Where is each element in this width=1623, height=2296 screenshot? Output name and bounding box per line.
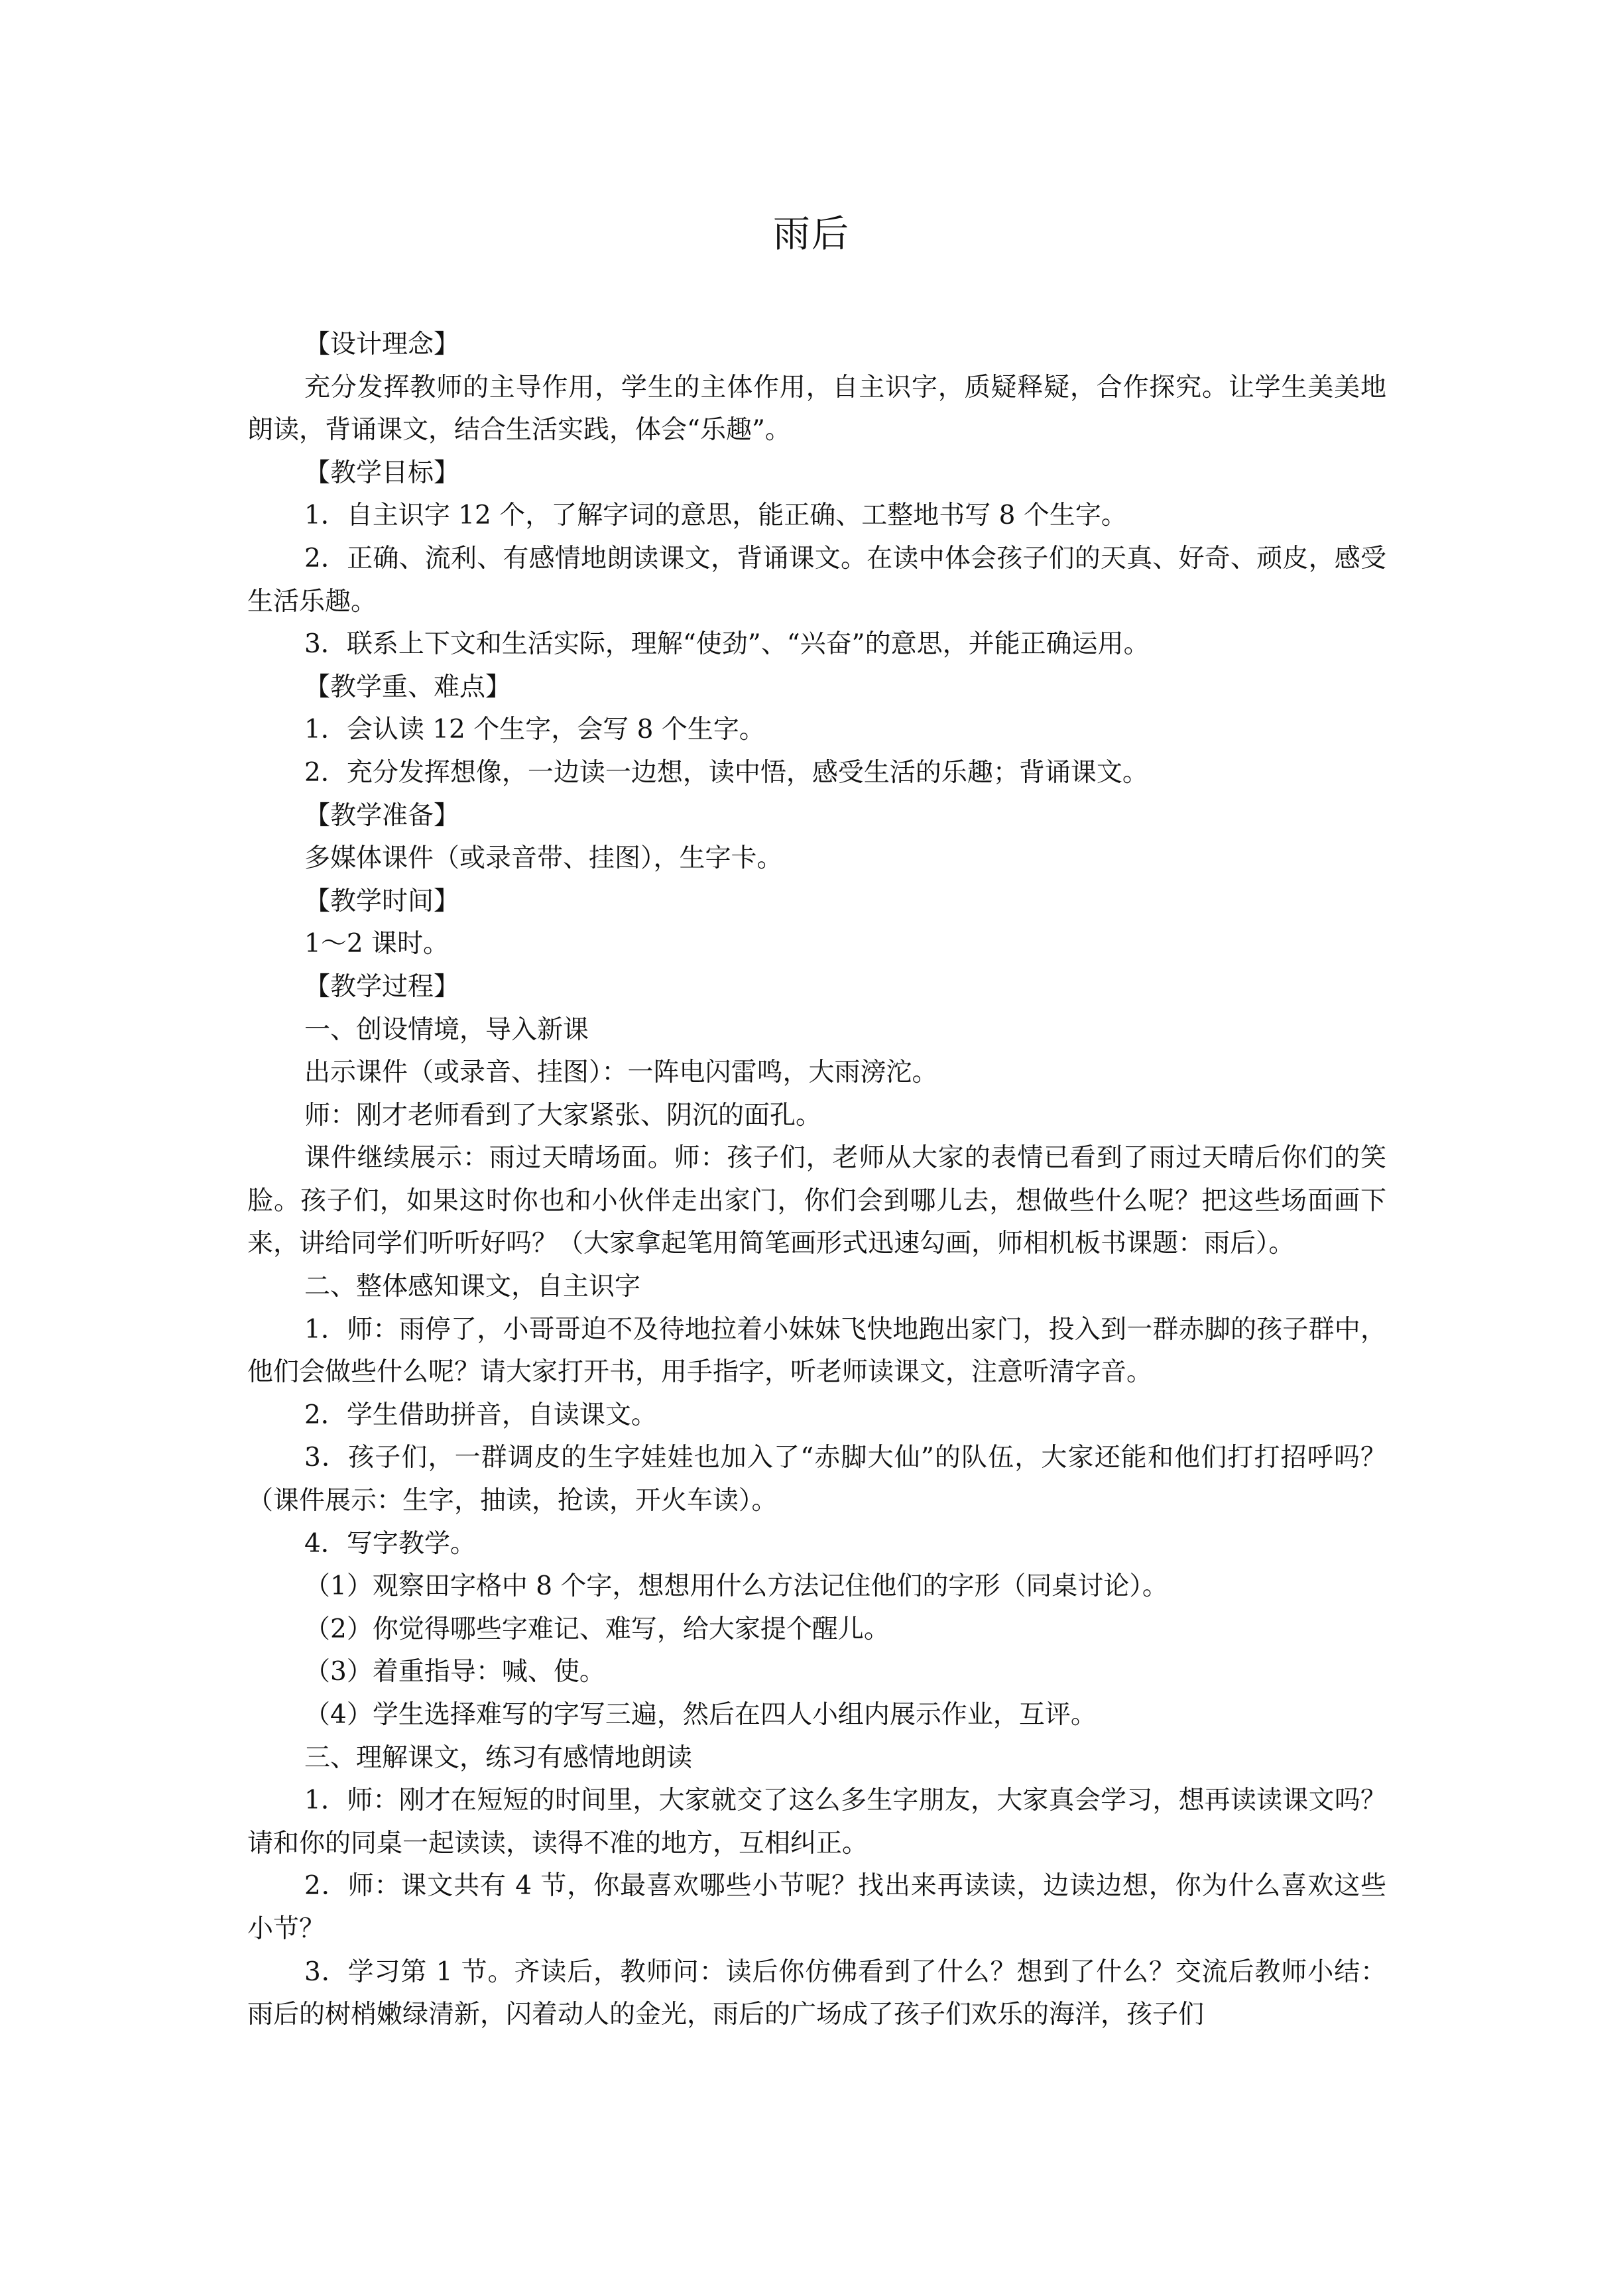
section-heading: 【设计理念】 [304,330,460,359]
paragraph: 多媒体课件（或录音带、挂图），生字卡。 [304,843,783,874]
paragraph: 师：刚才老师看到了大家紧张、阴沉的面孔。 [304,1100,822,1130]
paragraph: （3）着重指导：喊、使。 [304,1657,605,1687]
section-heading: 【教学重、难点】 [304,672,512,702]
paragraph: 二、整体感知课文，自主识字 [304,1272,641,1302]
paragraph: 3．孩子们，一群调皮的生字娃娃也加入了“赤脚大仙”的队伍，大家还能和他们打打招呼吗？（课件展示：生字，抽读，抢读，开火车读）。 [247,1443,1386,1516]
paragraph: 2．充分发挥想像，一边读一边想，读中悟，感受生活的乐趣；背诵课文。 [304,757,1148,788]
paragraph: 3．学习第 1 节。齐读后，教师问：读后你仿佛看到了什么？想到了什么？交流后教师小结：雨后的树梢嫩绿清新，闪着动人的金光，雨后的广场成了孩子们欢乐的海洋，孩子们 [247,1957,1386,2030]
section-heading: 【教学准备】 [304,800,460,831]
paragraph: 出示课件（或录音、挂图）：一阵电闪雷鸣，大雨滂沱。 [304,1057,938,1088]
paragraph: 一、创设情境，导入新课 [304,1014,589,1045]
paragraph: 2．正确、流利、有感情地朗读课文，背诵课文。在读中体会孩子们的天真、好奇、顽皮，感受生活乐趣。 [247,543,1386,617]
paragraph: 课件继续展示：雨过天晴场面。师：孩子们，老师从大家的表情已看到了雨过天晴后你们的笑脸。孩子们，如果这时你也和小伙伴走出家门，你们会到哪儿去，想做些什么呢？把这些场面画下来，讲给同学们听听好吗？（大家拿起笔用简笔画形式迅速勾画，师相机板书课题：雨后）。 [247,1143,1386,1259]
paragraph: 4．写字教学。 [304,1528,476,1559]
document-body [247,324,1386,2037]
section-heading: 【教学过程】 [304,971,460,1002]
paragraph: 1．师：雨停了，小哥哥迫不及待地拉着小妹妹飞快地跑出家门，投入到一群赤脚的孩子群中，他们会做些什么呢？请大家打开书，用手指字，听老师读课文，注意听清字音。 [247,1314,1386,1388]
paragraph: 1．自主识字 12 个，了解字词的意思，能正确、工整地书写 8 个生字。 [304,501,1127,531]
paragraph: 2．师：课文共有 4 节，你最喜欢哪些小节呢？找出来再读读，边读边想，你为什么喜欢这些小节？ [247,1871,1386,1944]
page-title: 雨后 [773,213,850,256]
paragraph: 3．联系上下文和生活实际，理解“使劲”、“兴奋”的意思，并能正确运用。 [304,629,1150,660]
paragraph: （4）学生选择难写的字写三遍，然后在四人小组内展示作业，互评。 [304,1700,1097,1730]
paragraph: （1）观察田字格中 8 个字，想想用什么方法记住他们的字形（同桌讨论）。 [304,1571,1168,1602]
paragraph: （2）你觉得哪些字难记、难写，给大家提个醒儿。 [304,1614,890,1644]
paragraph: 1．师：刚才在短短的时间里，大家就交了这么多生字朋友，大家真会学习，想再读读课文吗？请和你的同桌一起读读，读得不准的地方，互相纠正。 [247,1785,1386,1858]
paragraph: 1～2 课时。 [304,929,450,959]
paragraph: 2．学生借助拼音，自读课文。 [304,1400,657,1430]
section-heading: 【教学时间】 [304,886,460,916]
paragraph: 充分发挥教师的主导作用，学生的主体作用，自主识字，质疑释疑，合作探究。让学生美美地朗读，背诵课文，结合生活实践，体会“乐趣”。 [247,372,1386,446]
paragraph: 三、理解课文，练习有感情地朗读 [304,1742,693,1773]
paragraph: 1．会认读 12 个生字，会写 8 个生字。 [304,715,765,745]
section-heading: 【教学目标】 [304,457,460,488]
